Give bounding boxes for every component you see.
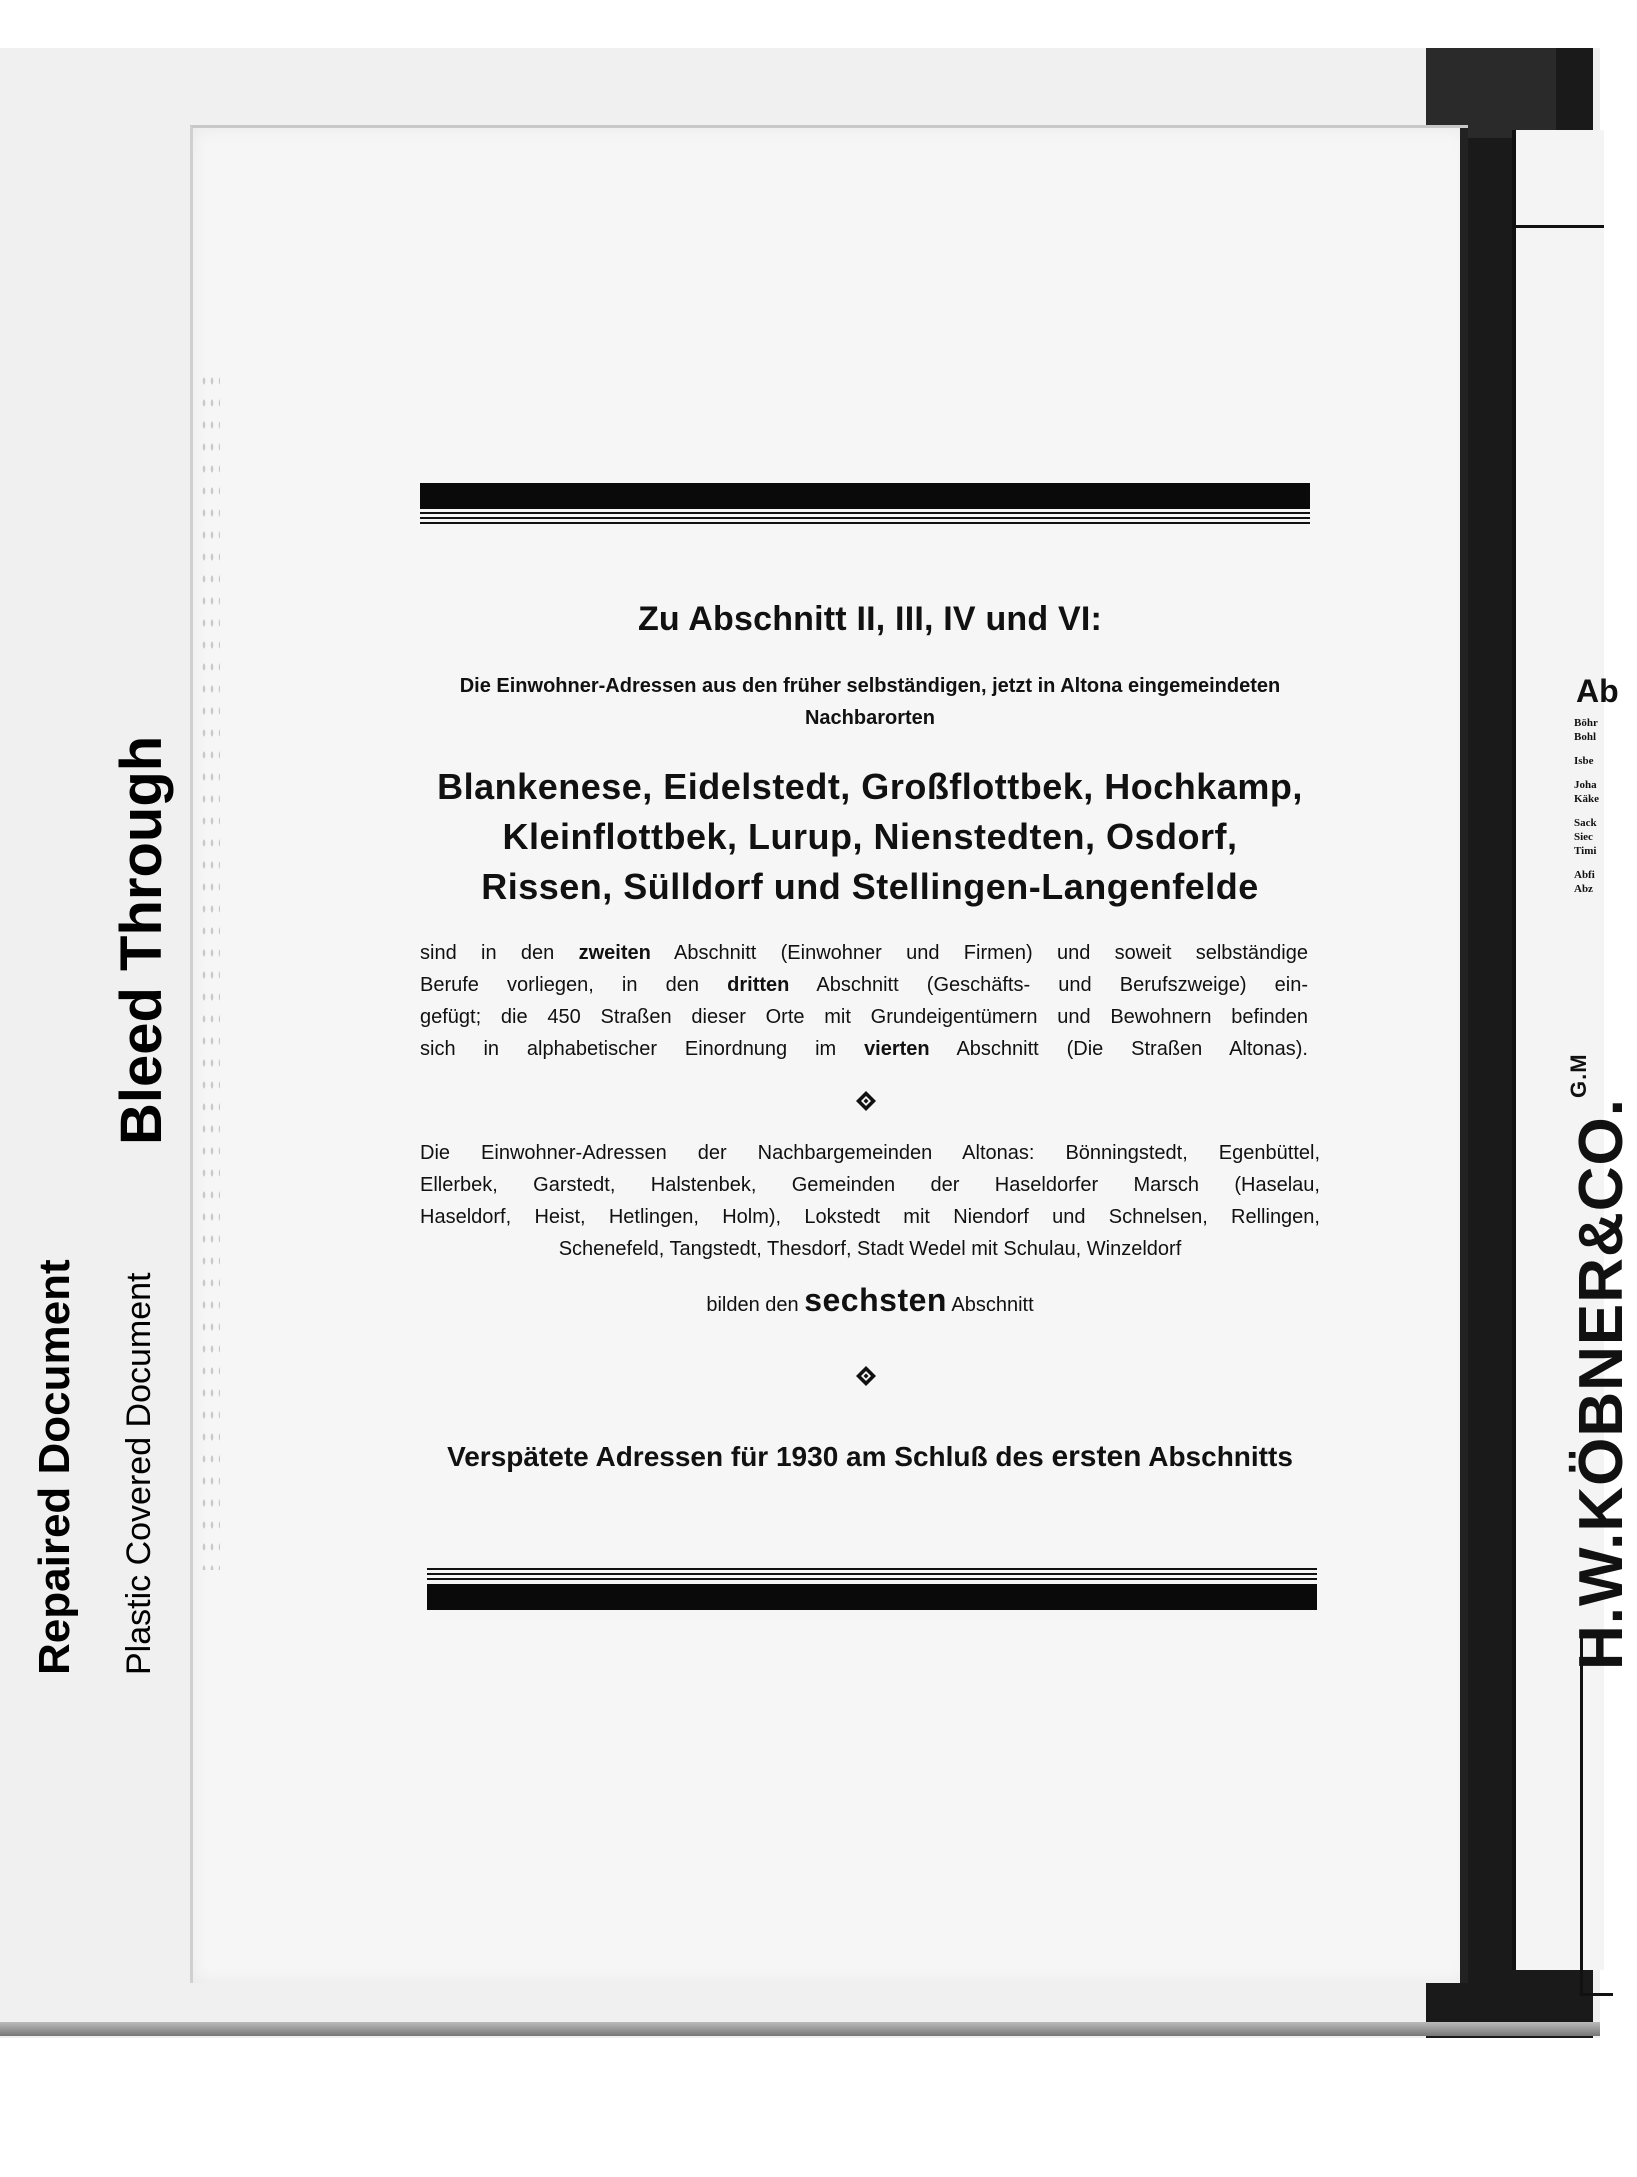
page-spine (1460, 128, 1468, 1983)
bleed-through-marks (200, 370, 220, 1570)
emphasis-word: ersten (1051, 1440, 1142, 1473)
bottom-ornamental-rule (427, 1565, 1317, 1610)
town-line: Rissen, Sülldorf und Stellingen-Langenfelde (481, 866, 1259, 907)
paragraph-line: Ellerbek, Garstedt, Halstenbek, Gemeinden der Haseldorfer Marsch (Haselau, (420, 1174, 1320, 1196)
plastic-covered-label: Plastic Covered Document (120, 1272, 158, 1675)
emphasis-word: sechsten (804, 1282, 947, 1318)
adjacent-page-fragment (1512, 130, 1636, 1970)
paragraph-line: sind in den zweiten Abschnitt (Einwohner und Firmen) und soweit selbständige (420, 942, 1308, 964)
paragraph-line: sich in alphabetischer Einordnung im vierten Abschnitt (Die Straßen Altonas). (420, 1038, 1308, 1060)
diamond-ornament-icon (855, 1365, 877, 1387)
town-line: Kleinflottbek, Lurup, Nienstedten, Osdorf, (502, 816, 1238, 857)
town-list (410, 762, 1330, 912)
advertisement-box (1580, 1630, 1613, 1996)
emphasis-word: vierten (864, 1038, 930, 1060)
town-line: Blankenese, Eidelstedt, Großflottbek, Hochkamp, (437, 766, 1303, 807)
emphasis-word: zweiten (578, 942, 651, 964)
intro-line: Die Einwohner-Adressen aus den früher selbständigen, jetzt in Altona eingemeindeten (459, 675, 1281, 697)
paragraph-line: Die Einwohner-Adressen der Nachbargemeinden Altonas: Bönningstedt, Egenbüttel, (420, 1142, 1320, 1164)
paragraph-line: Schenefeld, Tangstedt, Thesdorf, Stadt Wedel mit Schulau, Winzeldorf (558, 1238, 1182, 1260)
scan-bottom-edge (0, 2022, 1600, 2036)
advertiser-brand: H.W.KÖBNER&CO.$^{G.M}$ (1566, 1053, 1636, 1670)
diamond-ornament-icon (855, 1090, 877, 1112)
adjacent-heading-fragment: Ab (1576, 673, 1619, 709)
section-heading: Zu Abschnitt II, III, IV und VI: (637, 600, 1103, 638)
paragraph-line: Haseldorf, Heist, Hetlingen, Holm), Lokstedt mit Niendorf und Schnelsen, Rellingen, (420, 1206, 1320, 1228)
paragraph-line: gefügt; die 450 Straßen dieser Orte mit Grundeigentümern und Bewohnern befinden (420, 1006, 1308, 1028)
sixth-section-note: bilden den sechsten Abschnitt (706, 1282, 1034, 1318)
condition-labels (20, 680, 180, 1680)
adjacent-page-rule (1516, 225, 1604, 228)
emphasis-word: dritten (727, 974, 790, 996)
paragraph-line: Berufe vorliegen, in den dritten Abschnitt (Geschäfts- und Berufszweige) ein- (420, 974, 1309, 996)
late-addresses-note: Verspätete Adressen für 1930 am Schluß des ersten Abschnitts (447, 1440, 1293, 1473)
section-paragraph (420, 937, 1308, 1065)
top-ornamental-rule (420, 483, 1310, 524)
repaired-document-label: Repaired Document (30, 1259, 79, 1675)
neighbour-communities-paragraph (420, 1137, 1320, 1265)
intro-line: Nachbarorten (804, 707, 936, 729)
intro-text (410, 670, 1330, 734)
bleed-through-label: Bleed Through (109, 735, 174, 1145)
adjacent-list: Böhr Bohl Isbe Joha Käke Sack Siec Timi Abfi Abz (1574, 717, 1600, 895)
